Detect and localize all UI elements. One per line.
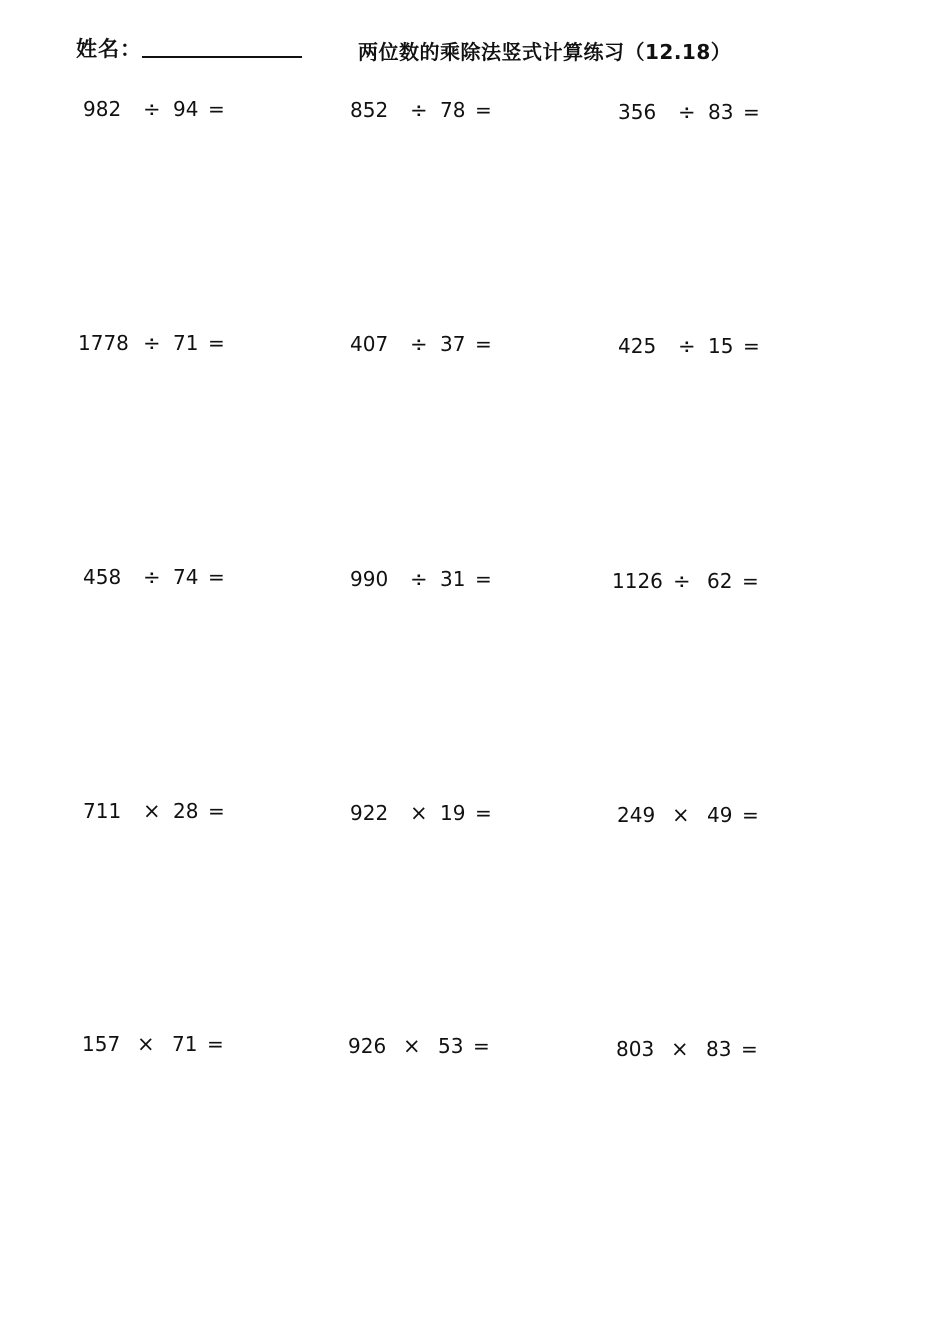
operator-sign: ÷ — [143, 565, 161, 589]
operand-a: 1126 — [612, 569, 663, 593]
operator-sign: ÷ — [410, 567, 428, 591]
operand-a: 407 — [350, 332, 389, 356]
operand-b: 28 — [173, 799, 199, 823]
equals-sign: = — [475, 98, 492, 122]
operator-sign: ÷ — [410, 332, 428, 356]
operand-a: 458 — [83, 565, 122, 589]
equals-sign: = — [475, 801, 492, 825]
operand-a: 425 — [618, 334, 657, 358]
operand-b: 83 — [708, 100, 734, 124]
worksheet-header — [0, 30, 950, 70]
operand-b: 53 — [438, 1034, 464, 1058]
operand-a: 803 — [616, 1037, 655, 1061]
operator-sign: ÷ — [410, 98, 428, 122]
operator-sign: × — [403, 1034, 421, 1058]
operand-b: 94 — [173, 97, 199, 121]
operand-a: 852 — [350, 98, 389, 122]
operand-b: 15 — [708, 334, 734, 358]
operand-a: 711 — [83, 799, 122, 823]
operand-b: 78 — [440, 98, 466, 122]
equals-sign: = — [208, 799, 225, 823]
operator-sign: ÷ — [143, 97, 161, 121]
operator-sign: ÷ — [678, 334, 696, 358]
equals-sign: = — [475, 567, 492, 591]
equals-sign: = — [208, 565, 225, 589]
operator-sign: × — [143, 799, 161, 823]
operator-sign: × — [672, 803, 690, 827]
operator-sign: ÷ — [678, 100, 696, 124]
operand-a: 926 — [348, 1034, 387, 1058]
equals-sign: = — [475, 332, 492, 356]
operand-a: 990 — [350, 567, 389, 591]
operand-b: 83 — [706, 1037, 732, 1061]
equals-sign: = — [742, 569, 759, 593]
worksheet-title: 两位数的乘除法竖式计算练习（12.18） — [358, 40, 732, 64]
operand-a: 356 — [618, 100, 657, 124]
name-blank-line[interactable] — [142, 56, 302, 58]
operand-b: 74 — [173, 565, 199, 589]
operand-a: 249 — [617, 803, 656, 827]
operand-a: 157 — [82, 1032, 121, 1056]
operand-a: 982 — [83, 97, 122, 121]
equals-sign: = — [207, 1032, 224, 1056]
equals-sign: = — [208, 97, 225, 121]
operand-a: 922 — [350, 801, 389, 825]
operator-sign: × — [671, 1037, 689, 1061]
operand-b: 31 — [440, 567, 466, 591]
operand-a: 1778 — [78, 331, 129, 355]
operand-b: 62 — [707, 569, 733, 593]
operand-b: 37 — [440, 332, 466, 356]
equals-sign: = — [743, 100, 760, 124]
operator-sign: × — [137, 1032, 155, 1056]
operand-b: 71 — [172, 1032, 198, 1056]
equals-sign: = — [473, 1034, 490, 1058]
operator-sign: ÷ — [673, 569, 691, 593]
equals-sign: = — [741, 1037, 758, 1061]
equals-sign: = — [742, 803, 759, 827]
equals-sign: = — [208, 331, 225, 355]
operator-sign: ÷ — [143, 331, 161, 355]
equals-sign: = — [743, 334, 760, 358]
operand-b: 49 — [707, 803, 733, 827]
name-label: 姓名： — [76, 37, 142, 61]
operand-b: 19 — [440, 801, 466, 825]
operator-sign: × — [410, 801, 428, 825]
operand-b: 71 — [173, 331, 199, 355]
